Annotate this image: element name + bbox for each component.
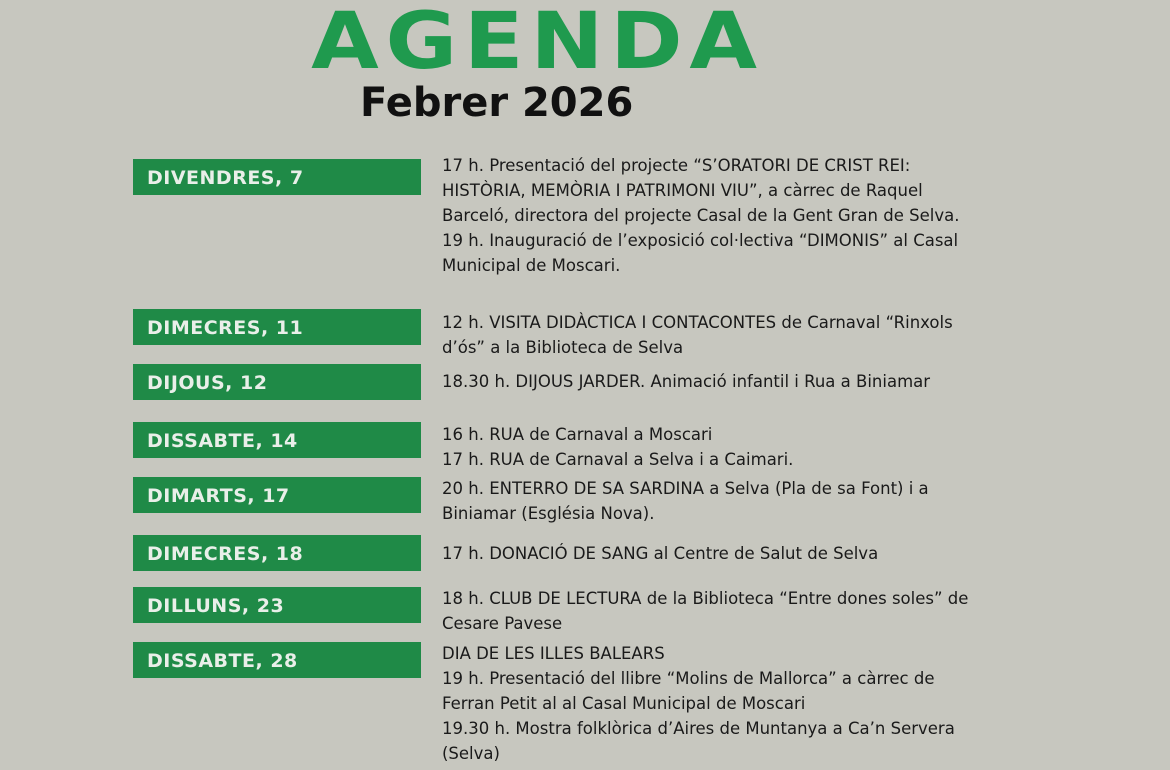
event-item: 20 h. ENTERRO DE SA SARDINA a Selva (Pla de sa Font) i a Biniamar (Església Nova).: [442, 479, 929, 523]
day-label: DIMECRES, 11: [133, 309, 421, 345]
event-description: [442, 310, 972, 360]
event-description: [442, 541, 972, 566]
event-item: 18 h. CLUB DE LECTURA de la Biblioteca “Entre dones soles” de Cesare Pavese: [442, 589, 969, 633]
page-title: AGENDA: [311, 0, 764, 87]
event-description: [442, 586, 972, 636]
day-label: DIMECRES, 18: [133, 535, 421, 571]
event-description: [442, 476, 972, 526]
event-item: 16 h. RUA de Carnaval a Moscari: [442, 425, 713, 444]
event-item: 18.30 h. DIJOUS JARDER. Animació infantil i Rua a Biniamar: [442, 372, 931, 391]
event-item: 17 h. DONACIÓ DE SANG al Centre de Salut de Selva: [442, 544, 879, 563]
event-item: 12 h. VISITA DIDÀCTICA I CONTACONTES de Carnaval “Rinxols d’ós” a la Biblioteca de Selva: [442, 313, 953, 357]
event-description: [442, 422, 972, 472]
day-label: DIVENDRES, 7: [133, 159, 421, 195]
day-label: DISSABTE, 28: [133, 642, 421, 678]
event-item: 17 h. Presentació del projecte “S’ORATORI DE CRIST REI: HISTÒRIA, MEMÒRIA I PATRIMONI VIU”, a càrrec de Raquel Barceló, directora del projecte Casal de la Gent Gran de Selva.: [442, 156, 960, 225]
event-description: [442, 641, 972, 766]
event-item: 19.30 h. Mostra folklòrica d’Aires de Muntanya a Ca’n Servera (Selva): [442, 719, 955, 763]
day-label: DISSABTE, 14: [133, 422, 421, 458]
event-description: [442, 153, 972, 278]
day-label: DIMARTS, 17: [133, 477, 421, 513]
event-item: 17 h. RUA de Carnaval a Selva i a Caimari.: [442, 450, 794, 469]
event-item: 19 h. Presentació del llibre “Molins de Mallorca” a càrrec de Ferran Petit al al Casal Municipal de Moscari: [442, 669, 935, 713]
day-label: DIJOUS, 12: [133, 364, 421, 400]
event-description: [442, 369, 972, 394]
event-item: DIA DE LES ILLES BALEARS: [442, 644, 665, 663]
event-item: 19 h. Inauguració de l’exposició col·lectiva “DIMONIS” al Casal Municipal de Moscari.: [442, 231, 959, 275]
day-label: DILLUNS, 23: [133, 587, 421, 623]
page-subtitle: Febrer 2026: [360, 80, 634, 126]
